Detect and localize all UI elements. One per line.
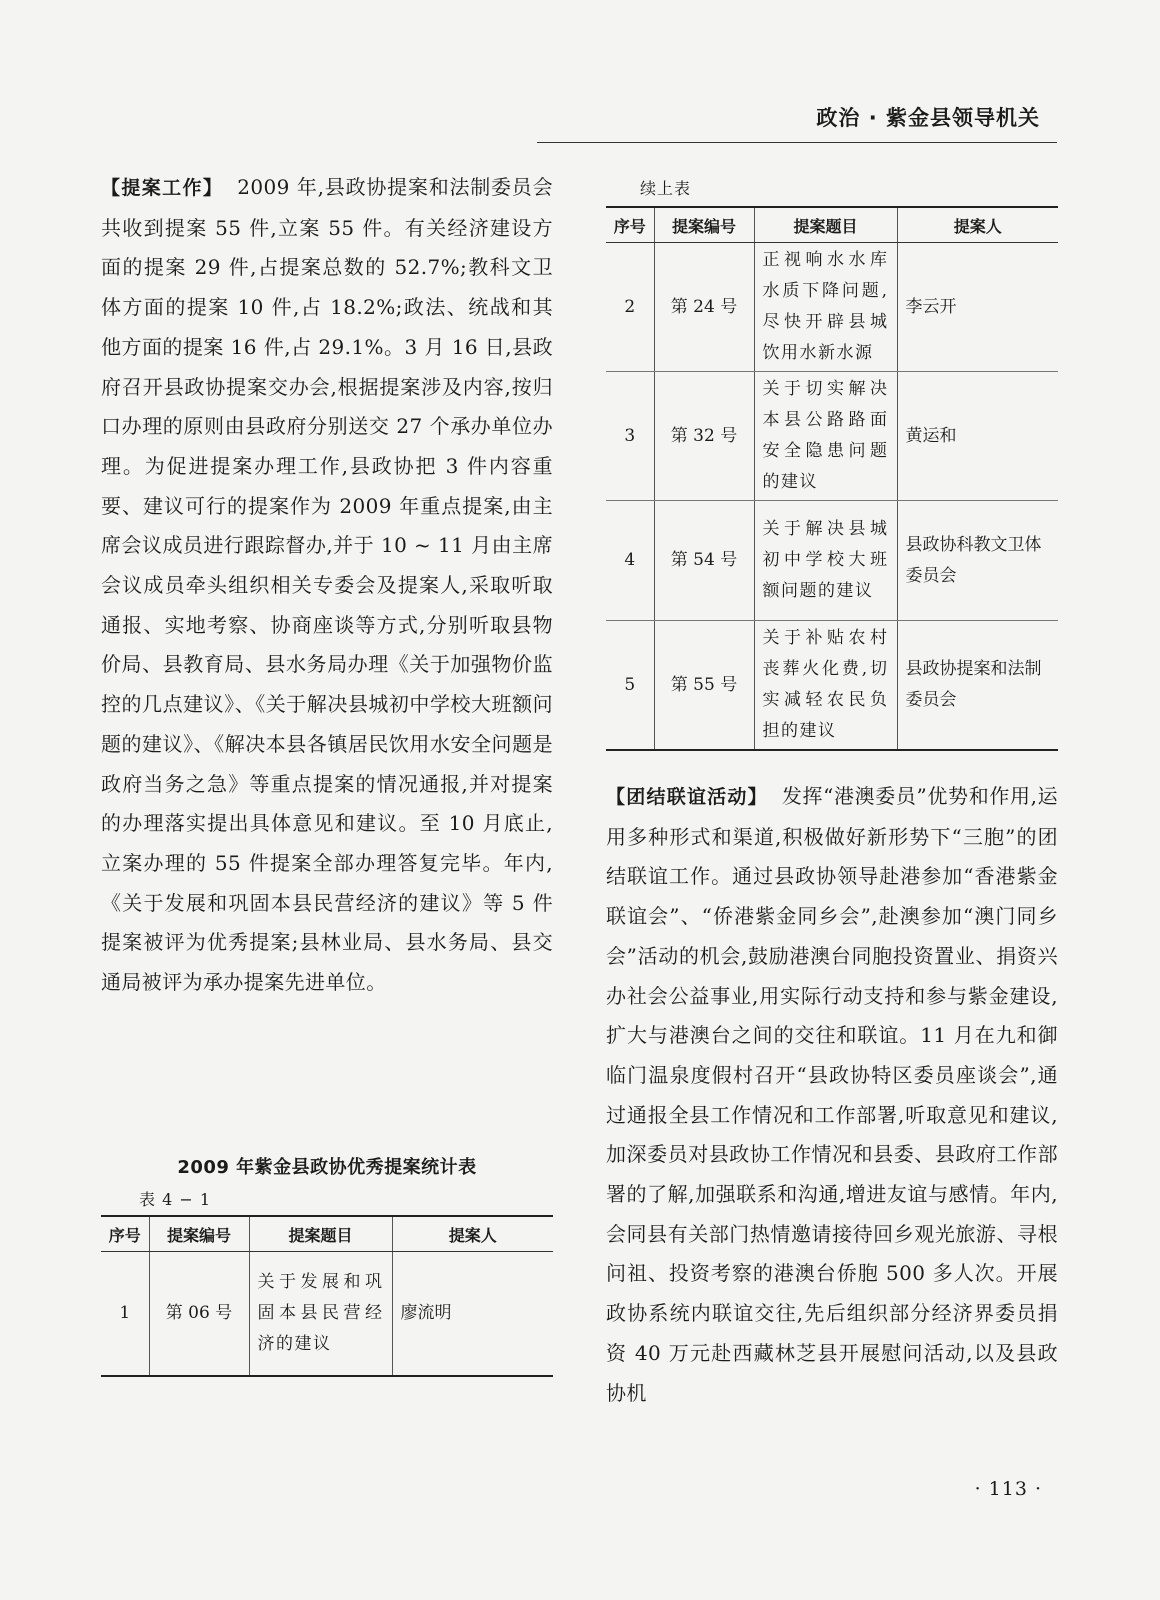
proposal-work-heading: 【提案工作】 xyxy=(101,177,224,199)
table-row xyxy=(101,1252,553,1376)
row-proposer: 黄运和 xyxy=(897,372,1058,501)
table-caption: 2009 年紫金县政协优秀提案统计表 xyxy=(177,1157,477,1178)
table-row xyxy=(606,501,1058,621)
row-no: 2 xyxy=(606,243,654,372)
table-header-row xyxy=(101,1216,553,1252)
header-proposer: 提案人 xyxy=(392,1216,553,1252)
row-proposer: 廖流明 xyxy=(392,1252,553,1376)
unity-work-heading: 【团结联谊活动】 xyxy=(606,786,768,808)
row-title: 正视响水水库水质下降问题,尽快开辟县城饮用水新水源 xyxy=(754,243,897,372)
row-no: 5 xyxy=(606,621,654,751)
table-number: 表 4 − 1 xyxy=(139,1190,212,1209)
header-title: 提案题目 xyxy=(754,207,897,243)
row-code: 第 24 号 xyxy=(654,243,754,372)
table-row xyxy=(606,243,1058,372)
row-title: 关于切实解决本县公路路面安全隐患问题的建议 xyxy=(754,372,897,501)
right-column-text xyxy=(606,777,1058,1413)
unity-work-paragraph xyxy=(606,777,1058,1413)
row-no: 4 xyxy=(606,501,654,621)
row-title: 关于发展和巩固本县民营经济的建议 xyxy=(249,1252,392,1376)
proposal-table-part1 xyxy=(101,1215,553,1377)
table-row xyxy=(606,372,1058,501)
row-no: 1 xyxy=(101,1252,149,1376)
row-code: 第 55 号 xyxy=(654,621,754,751)
header-no: 序号 xyxy=(606,207,654,243)
page-number: · 113 · xyxy=(974,1478,1042,1500)
header-proposer: 提案人 xyxy=(897,207,1058,243)
left-column xyxy=(101,168,553,1003)
continued-label: 续上表 xyxy=(640,179,692,198)
row-proposer: 李云开 xyxy=(897,243,1058,372)
header-code: 提案编号 xyxy=(149,1216,249,1252)
proposal-work-paragraph xyxy=(101,168,553,1003)
row-no: 3 xyxy=(606,372,654,501)
row-proposer: 县政协提案和法制委员会 xyxy=(897,621,1058,751)
header-title: 提案题目 xyxy=(249,1216,392,1252)
row-code: 第 06 号 xyxy=(149,1252,249,1376)
row-code: 第 54 号 xyxy=(654,501,754,621)
header-code: 提案编号 xyxy=(654,207,754,243)
table-row xyxy=(606,621,1058,751)
section-header: 政治 · 紫金县领导机关 xyxy=(816,106,1040,130)
header-no: 序号 xyxy=(101,1216,149,1252)
row-proposer: 县政协科教文卫体委员会 xyxy=(897,501,1058,621)
header-rule xyxy=(537,142,1057,143)
unity-work-text: 发挥“港澳委员”优势和作用,运用多种形式和渠道,积极做好新形势下“三胞”的团结联谊工作。通过县政协领导赴港参加“香港紫金联谊会”、“侨港紫金同乡会”,赴澳参加“澳门同乡会”活动的机会,鼓励港澳台同胞投资置业、捐资兴办社会公益事业,用实际行动支持和参与紫金建设,扩大与港澳台之间的交往和联谊。11 月在九和御临门温泉度假村召开“县政协特区委员座谈会”,通过通报全县工作情况和工作部署,听取意见和建议,加深委员对县政协工作情况和县委、县政府工作部署的了解,加强联系和沟通,增进友谊与感情。年内,会同县有关部门热情邀请接待回乡观光旅游、寻根问祖、投资考察的港澳台侨胞 500 多人次。开展政协系统内联谊交往,先后组织部分经济界委员捐资 40 万元赴西藏林芝县开展慰问活动,以及县政协机 xyxy=(606,784,1058,1405)
row-code: 第 32 号 xyxy=(654,372,754,501)
proposal-work-text: 2009 年,县政协提案和法制委员会共收到提案 55 件,立案 55 件。有关经济建设方面的提案 29 件,占提案总数的 52.7%;教科文卫体方面的提案 10 件,占 18.2%;政法、统战和其他方面的提案 16 件,占 29.1%。3 月 16 日,县政府召开县政协提案交办会,根据提案涉及内容,按归口办理的原则由县政府分别送交 27 个承办单位办理。为促进提案办理工作,县政协把 3 件内容重要、建议可行的提案作为 2009 年重点提案,由主席会议成员进行跟踪督办,并于 10 ~ 11 月由主席会议成员牵头组织相关专委会及提案人,采取听取通报、实地考察、协商座谈等方式,分别听取县物价局、县教育局、县水务局办理《关于加强物价监控的几点建议》、《关于解决县城初中学校大班额问题的建议》、《解决本县各镇居民饮用水安全问题是政府当务之急》等重点提案的情况通报,并对提案的办理落实提出具体意见和建议。至 10 月底止,立案办理的 55 件提案全部办理答复完毕。年内,《关于发展和巩固本县民营经济的建议》等 5 件提案被评为优秀提案;县林业局、县水务局、县交通局被评为承办提案先进单位。 xyxy=(101,175,553,995)
proposal-table-part2 xyxy=(606,206,1058,751)
row-title: 关于解决县城初中学校大班额问题的建议 xyxy=(754,501,897,621)
table-header-row xyxy=(606,207,1058,243)
row-title: 关于补贴农村丧葬火化费,切实减轻农民负担的建议 xyxy=(754,621,897,751)
